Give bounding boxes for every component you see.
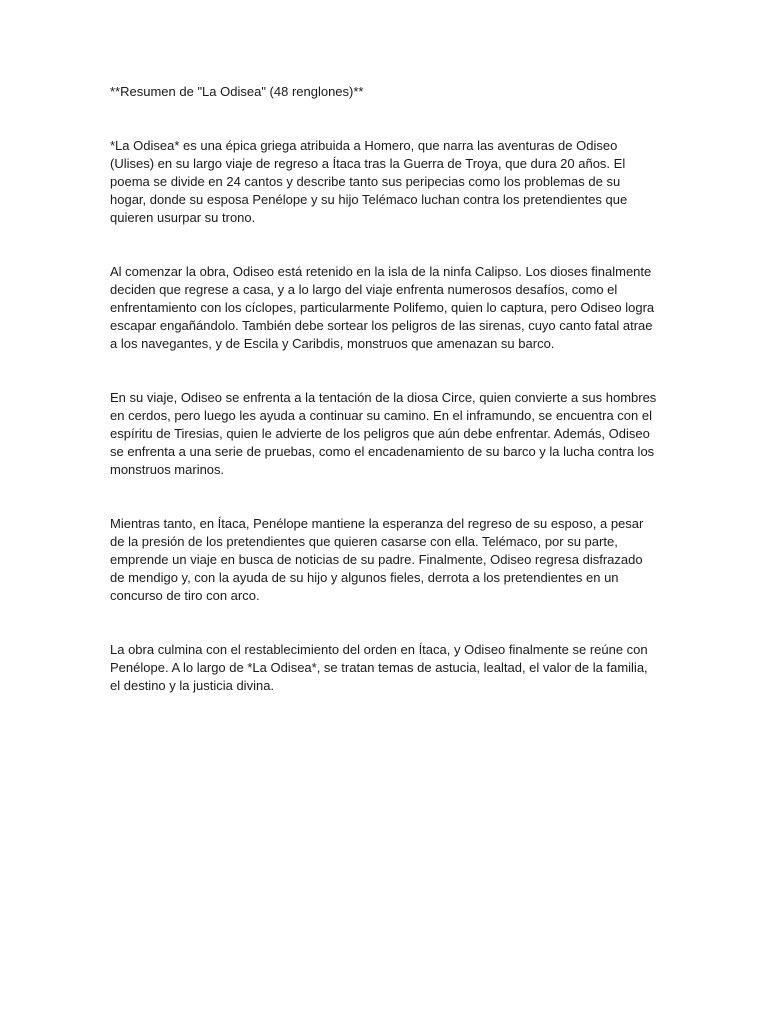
document-page bbox=[110, 83, 658, 731]
paragraph-conclusion: La obra culmina con el restablecimiento del orden en Ítaca, y Odiseo finalmente se reúne con Penélope. A lo largo de *La Odisea*, se tratan temas de astucia, lealtad, el valor de la familia, el destino y la justicia divina. bbox=[110, 642, 648, 693]
document-title: **Resumen de "La Odisea" (48 renglones)** bbox=[110, 84, 364, 99]
paragraph-itaca-penelope: Mientras tanto, en Ítaca, Penélope mantiene la esperanza del regreso de su esposo, a pesar de la presión de los pretendientes que quieren casarse con ella. Telémaco, por su parte, emprende un viaje en busca de noticias de su padre. Finalmente, Odiseo regresa disfrazado de mendigo y, con la ayuda de su hijo y algunos fieles, derrota a los pretendientes en un concurso de tiro con arco. bbox=[110, 516, 644, 603]
paragraph-circe-tiresias: En su viaje, Odiseo se enfrenta a la tentación de la diosa Circe, quien convierte a sus hombres en cerdos, pero luego les ayuda a continuar su camino. En el inframundo, se encuentra con el espíritu de Tiresias, quien le advierte de los peligros que aún debe enfrentar. Además, Odiseo se enfrenta a una serie de pruebas, como el encadenamiento de su barco y la lucha contra los monstruos marinos. bbox=[110, 390, 657, 477]
paragraph-calipso-polifemo: Al comenzar la obra, Odiseo está retenido en la isla de la ninfa Calipso. Los dioses finalmente deciden que regrese a casa, y a lo largo del viaje enfrenta numerosos desafíos, como el enfrentamiento con los cíclopes, particularmente Polifemo, quien lo captura, pero Odiseo logra escapar engañándolo. También debe sortear los peligros de las sirenas, cuyo canto fatal atrae a los navegantes, y de Escila y Caribdis, monstruos que amenazan su barco. bbox=[110, 264, 655, 351]
paragraph-intro: *La Odisea* es una épica griega atribuida a Homero, que narra las aventuras de Odiseo (Ulises) en su largo viaje de regreso a Ítaca tras la Guerra de Troya, que dura 20 años. El poema se divide en 24 cantos y describe tanto sus peripecias como los problemas de su hogar, donde su esposa Penélope y su hijo Telémaco luchan contra los pretendientes que quieren usurpar su trono. bbox=[110, 138, 628, 225]
